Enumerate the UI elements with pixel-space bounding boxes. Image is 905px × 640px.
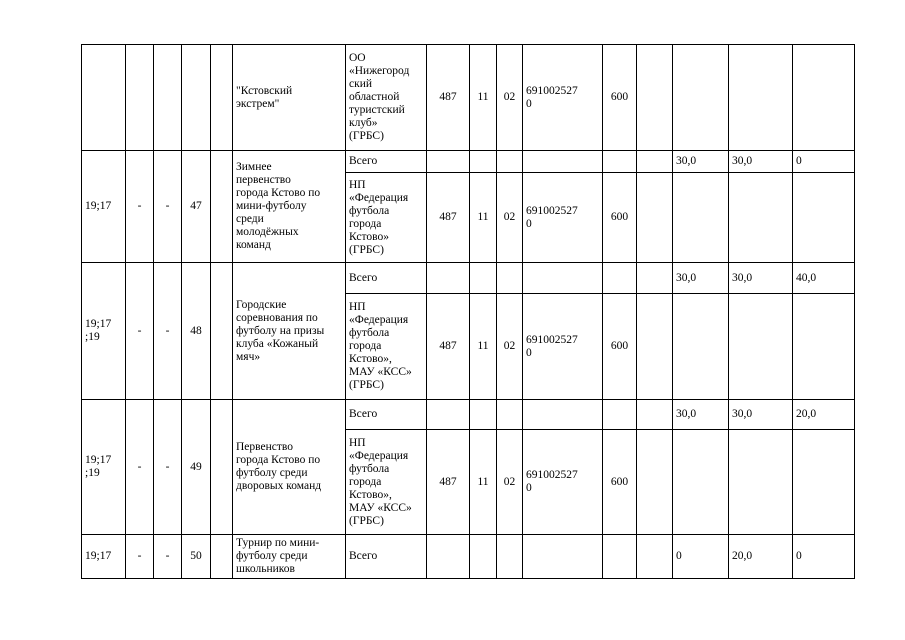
id-cell: 48 [182,263,211,400]
total-value-cell: 0 [673,535,729,579]
organization-cell: ОО «Нижегород ский областной туристский клуб» (ГРБС) [346,45,427,151]
empty-cell [637,263,673,294]
row-number-cell: 19;17 ;19 [82,263,126,400]
total-value-cell: 0 [793,151,855,173]
event-name-cell: Турнир по мини- футболу среди школьников [233,535,346,579]
id-cell: 49 [182,400,211,535]
kbk-type-cell: 600 [603,294,637,400]
value-cell [793,294,855,400]
kbk-section-cell: 11 [470,173,497,263]
empty-cell [497,263,523,294]
value-cell [729,294,793,400]
empty-cell [211,151,233,263]
empty-cell [427,535,470,579]
kbk-ministry-cell: 487 [427,294,470,400]
total-value-cell: 20,0 [729,535,793,579]
id-cell: 50 [182,535,211,579]
dash-cell: - [126,263,154,400]
total-value-cell: 30,0 [673,400,729,430]
empty-cell [637,400,673,430]
dash-cell: - [154,400,182,535]
empty-cell [470,400,497,430]
empty-cell [603,263,637,294]
total-value-cell: 30,0 [729,400,793,430]
total-label-cell: Всего [346,400,427,430]
empty-cell [603,400,637,430]
empty-cell [427,263,470,294]
empty-cell [470,151,497,173]
kbk-section-cell: 11 [470,45,497,151]
dash-cell: - [154,151,182,263]
id-cell [182,45,211,151]
row-number-cell: 19;17 ;19 [82,400,126,535]
dash-cell [154,45,182,151]
kbk-ministry-cell: 487 [427,45,470,151]
value-cell [793,45,855,151]
total-value-cell: 30,0 [673,151,729,173]
dash-cell: - [154,263,182,400]
kbk-target-cell: 691002527 0 [523,45,603,151]
value-cell [673,294,729,400]
value-cell [793,430,855,535]
event-name-cell: "Кстовский экстрем" [233,45,346,151]
empty-cell [637,294,673,400]
event-name-cell: Первенство города Кстово по футболу среди дворовых команд [233,400,346,535]
kbk-subsection-cell: 02 [497,173,523,263]
table-row [82,535,855,579]
dash-cell [126,45,154,151]
kbk-section-cell: 11 [470,294,497,400]
empty-cell [497,151,523,173]
empty-cell [427,151,470,173]
dash-cell: - [126,151,154,263]
empty-cell [523,263,603,294]
dash-cell: - [126,535,154,579]
table-row [82,151,855,173]
kbk-type-cell: 600 [603,45,637,151]
kbk-type-cell: 600 [603,173,637,263]
empty-cell [211,263,233,400]
total-label-cell: Всего [346,535,427,579]
table-row [82,400,855,430]
empty-cell [497,535,523,579]
event-name-cell: Городские соревнования по футболу на призы клуба «Кожаный мяч» [233,263,346,400]
total-label-cell: Всего [346,263,427,294]
id-cell: 47 [182,151,211,263]
kbk-ministry-cell: 487 [427,173,470,263]
row-number-cell: 19;17 [82,151,126,263]
empty-cell [523,400,603,430]
empty-cell [637,430,673,535]
empty-cell [470,263,497,294]
empty-cell [427,400,470,430]
budget-table [81,44,855,579]
organization-cell: НП «Федерация футбола города Кстово», МАУ «КСС» (ГРБС) [346,294,427,400]
value-cell [673,45,729,151]
kbk-target-cell: 691002527 0 [523,430,603,535]
value-cell [673,173,729,263]
kbk-subsection-cell: 02 [497,294,523,400]
total-value-cell: 40,0 [793,263,855,294]
organization-cell: НП «Федерация футбола города Кстово» (ГРБС) [346,173,427,263]
empty-cell [211,45,233,151]
dash-cell: - [154,535,182,579]
empty-cell [523,151,603,173]
total-value-cell: 0 [793,535,855,579]
empty-cell [637,45,673,151]
kbk-subsection-cell: 02 [497,45,523,151]
empty-cell [211,400,233,535]
empty-cell [470,535,497,579]
value-cell [729,45,793,151]
kbk-type-cell: 600 [603,430,637,535]
table-row [82,263,855,294]
empty-cell [603,151,637,173]
empty-cell [637,535,673,579]
total-value-cell: 20,0 [793,400,855,430]
dash-cell: - [126,400,154,535]
row-number-cell: 19;17 [82,535,126,579]
empty-cell [523,535,603,579]
kbk-subsection-cell: 02 [497,430,523,535]
table-row [82,45,855,151]
kbk-target-cell: 691002527 0 [523,173,603,263]
value-cell [729,173,793,263]
value-cell [673,430,729,535]
empty-cell [497,400,523,430]
row-number-cell [82,45,126,151]
event-name-cell: Зимнее первенство города Кстово по мини-футболу среди молодёжных команд [233,151,346,263]
total-value-cell: 30,0 [729,263,793,294]
value-cell [729,430,793,535]
empty-cell [637,151,673,173]
kbk-section-cell: 11 [470,430,497,535]
empty-cell [211,535,233,579]
kbk-target-cell: 691002527 0 [523,294,603,400]
organization-cell: НП «Федерация футбола города Кстово», МАУ «КСС» (ГРБС) [346,430,427,535]
total-value-cell: 30,0 [673,263,729,294]
value-cell [793,173,855,263]
empty-cell [603,535,637,579]
total-label-cell: Всего [346,151,427,173]
total-value-cell: 30,0 [729,151,793,173]
empty-cell [637,173,673,263]
kbk-ministry-cell: 487 [427,430,470,535]
